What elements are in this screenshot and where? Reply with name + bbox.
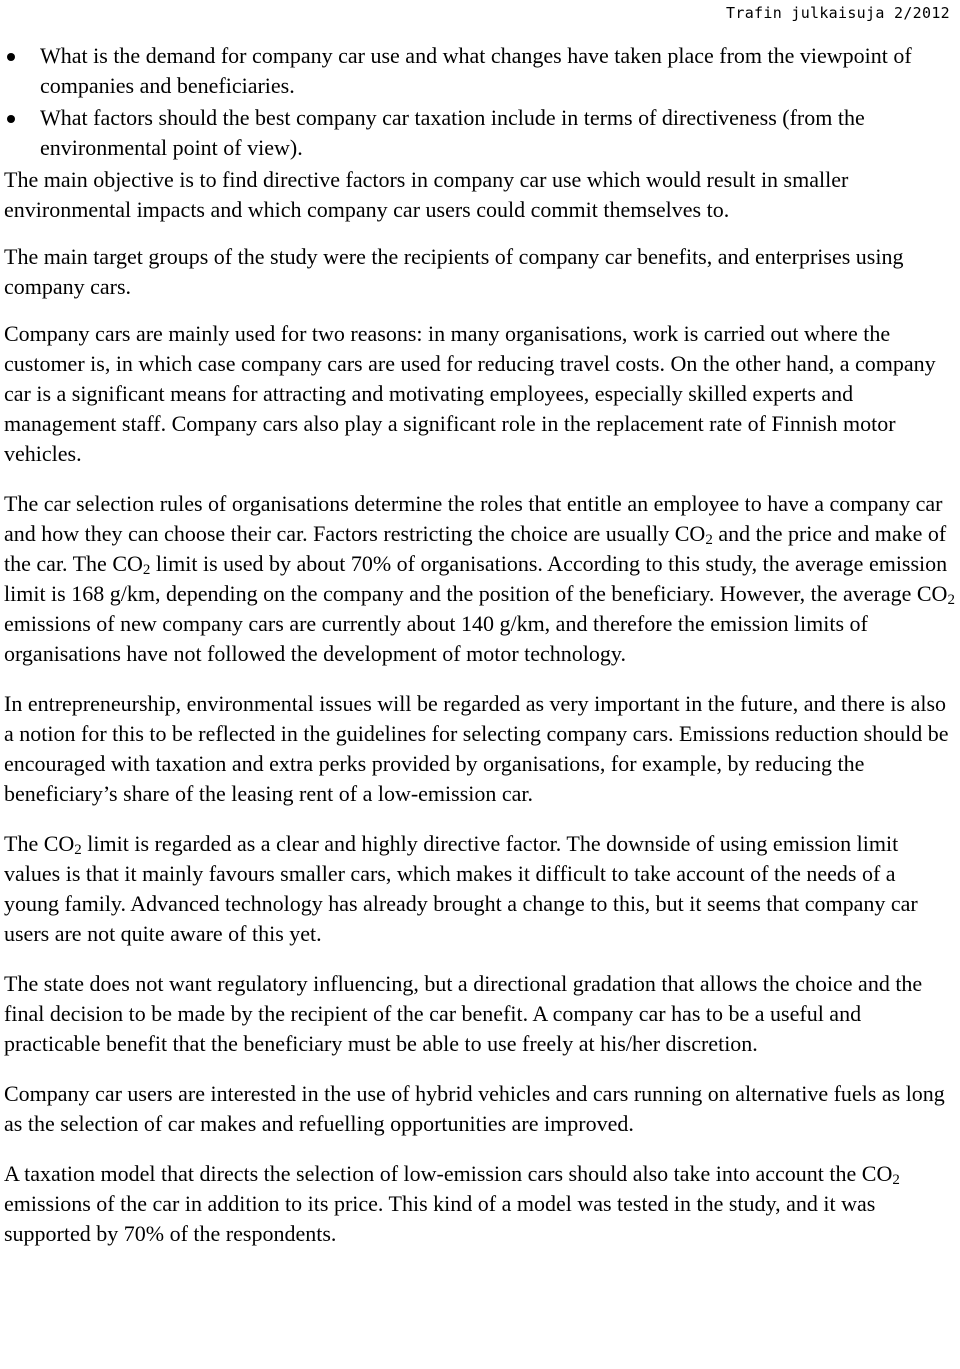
document-body — [4, 41, 956, 1249]
paragraph-selection-rules: The car selection rules of organisations determine the roles that entitle an employee to have a company car and how they can choose their car. Factors restricting the choice are usually $CO_2$ and the price and make of the car. The $CO_2$ limit is used by about 70% of organisations. According to this study, the average emission limit is 168 g/km, depending on the company and the position of the beneficiary. However, the average $CO_2$ emissions of new company cars are currently about 140 g/km, and therefore the emission limits of organisations have not followed the development of motor technology. — [4, 491, 955, 666]
question-list — [4, 41, 956, 163]
paragraph-objective: The main objective is to find directive factors in company car use which would result in smaller environmental impacts and which company car users could commit themselves to. — [4, 167, 849, 222]
list-item — [4, 41, 956, 101]
list-item-text: What factors should the best company car taxation include in terms of directiveness (from the environmental point of view). — [40, 105, 865, 160]
paragraph-co2-limit: The $CO_2$ limit is regarded as a clear and highly directive factor. The downside of using emission limit values is that it mainly favours smaller cars, which makes it difficult to take account of the needs of a young family. Advanced technology has already brought a change to this, but it seems that company car users are not quite aware of this yet. — [4, 831, 918, 946]
paragraph-hybrid: Company car users are interested in the use of hybrid vehicles and cars running on alternative fuels as long as the selection of car makes and refuelling opportunities are improved. — [4, 1081, 945, 1136]
paragraph-entrepreneurship: In entrepreneurship, environmental issues will be regarded as very important in the future, and there is also a notion for this to be reflected in the guidelines for selecting company cars. Emissions reduction should be encouraged with taxation and extra perks provided by organisations, for example, by reducing the beneficiary’s share of the leasing rent of a low-emission car. — [4, 691, 949, 806]
list-item — [4, 103, 956, 163]
paragraph-target-groups: The main target groups of the study were the recipients of company car benefits, and enterprises using company cars. — [4, 244, 904, 299]
paragraph-reasons: Company cars are mainly used for two reasons: in many organisations, work is carried out where the customer is, in which case company cars are used for reducing travel costs. On the other hand, a company car is a significant means for attracting and motivating employees, especially skilled experts and management staff. Company cars also play a significant role in the replacement rate of Finnish motor vehicles. — [4, 321, 936, 466]
paragraph-state: The state does not want regulatory influencing, but a directional gradation that allows the choice and the final decision to be made by the recipient of the car benefit. A company car has to be a useful and practicable benefit that the beneficiary must be able to use freely at his/her discretion. — [4, 971, 923, 1056]
paragraph-taxation-model: A taxation model that directs the selection of low-emission cars should also take into account the $CO_2$ emissions of the car in addition to its price. This kind of a model was tested in the study, and it was supported by 70% of the respondents. — [4, 1161, 900, 1246]
page-header: Trafin julkaisuja 2/2012 — [726, 4, 950, 22]
list-item-text: What is the demand for company car use and what changes have taken place from the viewpoint of companies and beneficiaries. — [40, 43, 912, 98]
